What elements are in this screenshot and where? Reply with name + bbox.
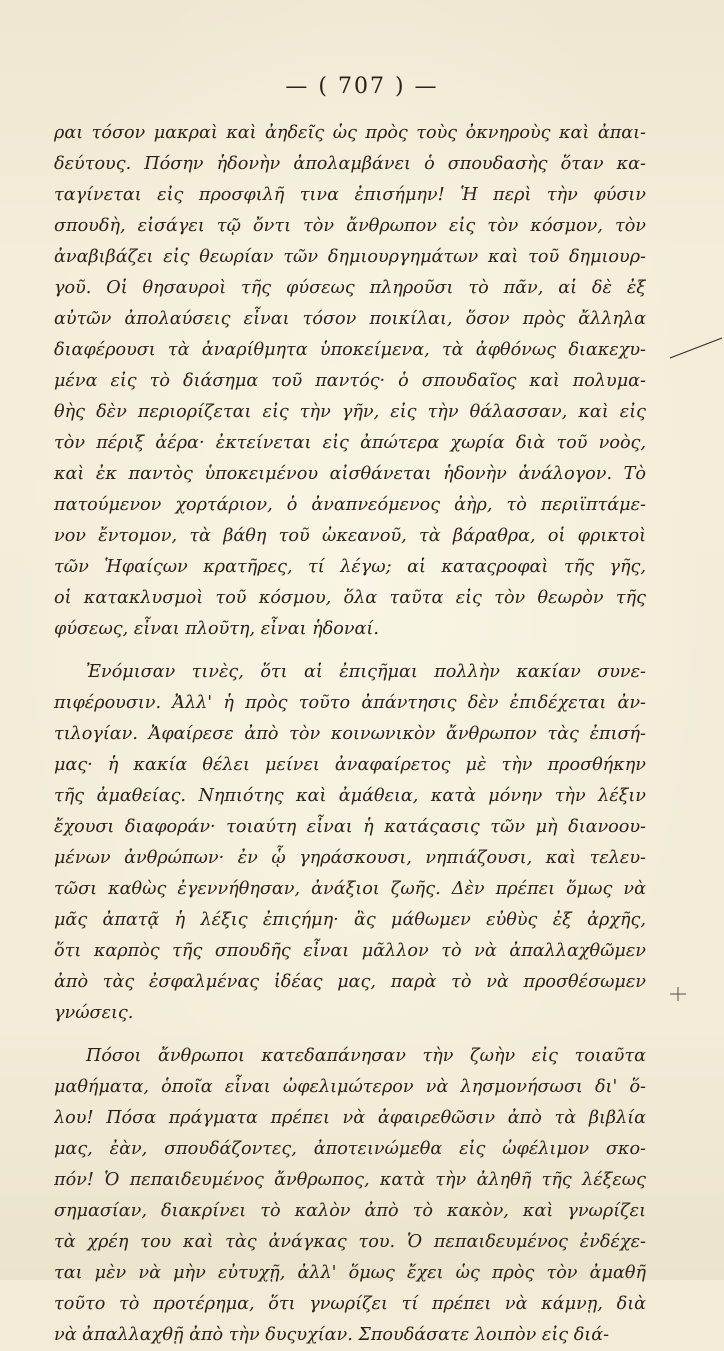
text-line: ἀπὸ τὰς ἐσφαλμένας ἰδέας μας, παρὰ τὸ νὰ προσθέσωμεν bbox=[54, 972, 646, 992]
text-line: μᾶς ἀπατᾷ ἡ λέξις ἐπιςήμη· ἂς μάθωμεν εὐθὺς ἐξ ἀρχῆς, bbox=[54, 910, 646, 930]
text-line: καὶ ἐκ παντὸς ὑποκειμένου αἰσθάνεται ἡδονὴν ἀνάλογον. Τὸ bbox=[54, 464, 646, 484]
text-line: γοῦ. Οἱ θησαυροὶ τῆς φύσεως πληροῦσι τὸ πᾶν, αἱ δὲ ἐξ bbox=[54, 278, 646, 298]
text-line: λου! Πόσα πράγματα πρέπει νὰ ἀφαιρεθῶσιν ἀπὸ τὰ βιβλία bbox=[54, 1108, 646, 1128]
text-line: τῶν Ἡφαίςων κρατῆρες, τί λέγω; αἱ καταςροφαὶ τῆς γῆς, bbox=[54, 557, 646, 577]
text-line: τοῦτο τὸ προτέρημα, ὅτι γνωρίζει τί πρέπει νὰ κάμνῃ, διὰ bbox=[54, 1294, 646, 1314]
text-line: μας, ἐὰν, σπουδάζοντες, ἀποτεινώμεθα εἰς ὠφέλιμον σκο- bbox=[54, 1139, 646, 1159]
text-line: μαθήματα, ὁποῖα εἶναι ὠφελιμώτερον νὰ λησμονήσωσι δι' ὅ- bbox=[54, 1077, 646, 1097]
paragraph bbox=[54, 657, 646, 1029]
text-line: τῶσι καθὼς ἐγεννήθησαν, ἀνάξιοι ζωῆς. Δὲν πρέπει ὅμως νὰ bbox=[54, 879, 646, 899]
text-line: πατούμενον χορτάριον, ὁ ἀναπνεόμενος ἀὴρ, τὸ περιϊπτάμε- bbox=[54, 495, 646, 515]
text-line: πόν! Ὁ πεπαιδευμένος ἄνθρωπος, κατὰ τὴν ἀληθῆ τῆς λέξεως bbox=[54, 1170, 646, 1190]
text-line: φύσεως, εἶναι πλοῦτη, εἶναι ἡδοναί. bbox=[54, 619, 379, 639]
text-line: διαφέρουσι τὰ ἀναρίθμητα ὑποκείμενα, τὰ ἀφθόνως διακεχυ- bbox=[54, 340, 646, 360]
text-line: ραι τόσον μακραὶ καὶ ἀηδεῖς ὡς πρὸς τοὺς ὀκνηροὺς καὶ ἀπαι- bbox=[54, 123, 646, 143]
text-line: πιφέρουσιν. Ἀλλ' ἡ πρὸς τοῦτο ἀπάντησις δὲν ἐπιδέχεται ἀν- bbox=[54, 693, 646, 713]
text-line: τὰ χρέη του καὶ τὰς ἀνάγκας του. Ὁ πεπαιδευμένος ἐνδέχε- bbox=[54, 1232, 646, 1252]
text-line: οἱ κατακλυσμοὶ τοῦ κόσμου, ὅλα ταῦτα εἰς τὸν θεωρὸν τῆς bbox=[54, 588, 646, 608]
text-line: τὸν πέριξ ἀέρα· ἐκτείνεται εἰς ἀπώτερα χωρία διὰ τοῦ νοὸς, bbox=[54, 433, 646, 453]
margin-pen-stroke bbox=[668, 334, 724, 364]
text-line: θὴς δὲν περιορίζεται εἰς τὴν γῆν, εἰς τὴν θάλασσαν, καὶ εἰς bbox=[54, 402, 646, 422]
text-line: νον ἔντομον, τὰ βάθη τοῦ ὠκεανοῦ, τὰ βάραθρα, οἱ φρικτοὶ bbox=[54, 526, 646, 546]
text-line: μένα εἰς τὸ διάσημα τοῦ παντός· ὁ σπουδαῖος καὶ πολυμα- bbox=[54, 371, 646, 391]
margin-cross-mark bbox=[666, 984, 690, 1004]
page-number-header: — ( 707 ) — bbox=[285, 74, 439, 99]
paragraph bbox=[54, 1041, 646, 1351]
text-line: ται μὲν νὰ μὴν εὐτυχῇ, ἀλλ' ὅμως ἔχει ὡς πρὸς τὸν ἀμαθῆ bbox=[54, 1263, 646, 1283]
text-line: δεύτους. Πόσην ἡδονὴν ἀπολαμβάνει ὁ σπουδασὴς ὅταν κα- bbox=[54, 154, 646, 174]
text-line: ἀναβιβάζει εἰς θεωρίαν τῶν δημιουργημάτων καὶ τοῦ δημιουρ- bbox=[54, 247, 646, 267]
text-line: γνώσεις. bbox=[54, 1003, 134, 1023]
text-line: τιλογίαν. Ἀφαίρεσε ἀπὸ τὸν κοινωνικὸν ἄνθρωπον τὰς ἐπισή- bbox=[54, 724, 646, 744]
body-text bbox=[54, 118, 646, 1351]
paragraph bbox=[54, 118, 646, 645]
text-line: μας· ἡ κακία θέλει μείνει ἀναφαίρετος μὲ τὴν προσθήκην bbox=[54, 755, 646, 775]
text-line: νὰ ἀπαλλαχθῇ ἀπὸ τὴν δυςυχίαν. Σπουδάσατε λοιπὸν εἰς διά- bbox=[54, 1325, 610, 1345]
text-line: σημασίαν, διακρίνει τὸ καλὸν ἀπὸ τὸ κακὸν, καὶ γνωρίζει bbox=[54, 1201, 646, 1221]
text-line: τῆς ἀμαθείας. Νηπιότης καὶ ἀμάθεια, κατὰ μόνην τὴν λέξιν bbox=[54, 786, 646, 806]
text-line: αὐτῶν ἀπολαύσεις εἶναι τόσον ποικίλαι, ὅσον πρὸς ἄλληλα bbox=[54, 309, 646, 329]
text-line: ὅτι καρπὸς τῆς σπουδῆς εἶναι μᾶλλον τὸ νὰ ἀπαλλαχθῶμεν bbox=[54, 941, 646, 961]
text-line: σπουδὴ, εἰσάγει τῷ ὄντι τὸν ἄνθρωπον εἰς τὸν κόσμον, τὸν bbox=[54, 216, 646, 236]
paragraph-gap bbox=[54, 645, 646, 657]
paragraph-gap bbox=[54, 1029, 646, 1041]
text-line: ἔχουσι διαφοράν· τοιαύτη εἶναι ἡ κατάςασις τῶν μὴ διανοου- bbox=[54, 817, 646, 837]
text-line: Ἐνόμισαν τινὲς, ὅτι αἱ ἐπιςῆμαι πολλὴν κακίαν συνε- bbox=[86, 662, 646, 682]
text-line: μένων ἀνθρώπων· ἐν ᾧ γηράσκουσι, νηπιάζουσι, καὶ τελευ- bbox=[54, 848, 646, 868]
text-line: Πόσοι ἄνθρωποι κατεδαπάνησαν τὴν ζωὴν εἰς τοιαῦτα bbox=[86, 1046, 646, 1066]
text-line: ταγίνεται εἰς προσφιλῆ τινα ἐπισήμην! Ἡ περὶ τὴν φύσιν bbox=[54, 185, 646, 205]
